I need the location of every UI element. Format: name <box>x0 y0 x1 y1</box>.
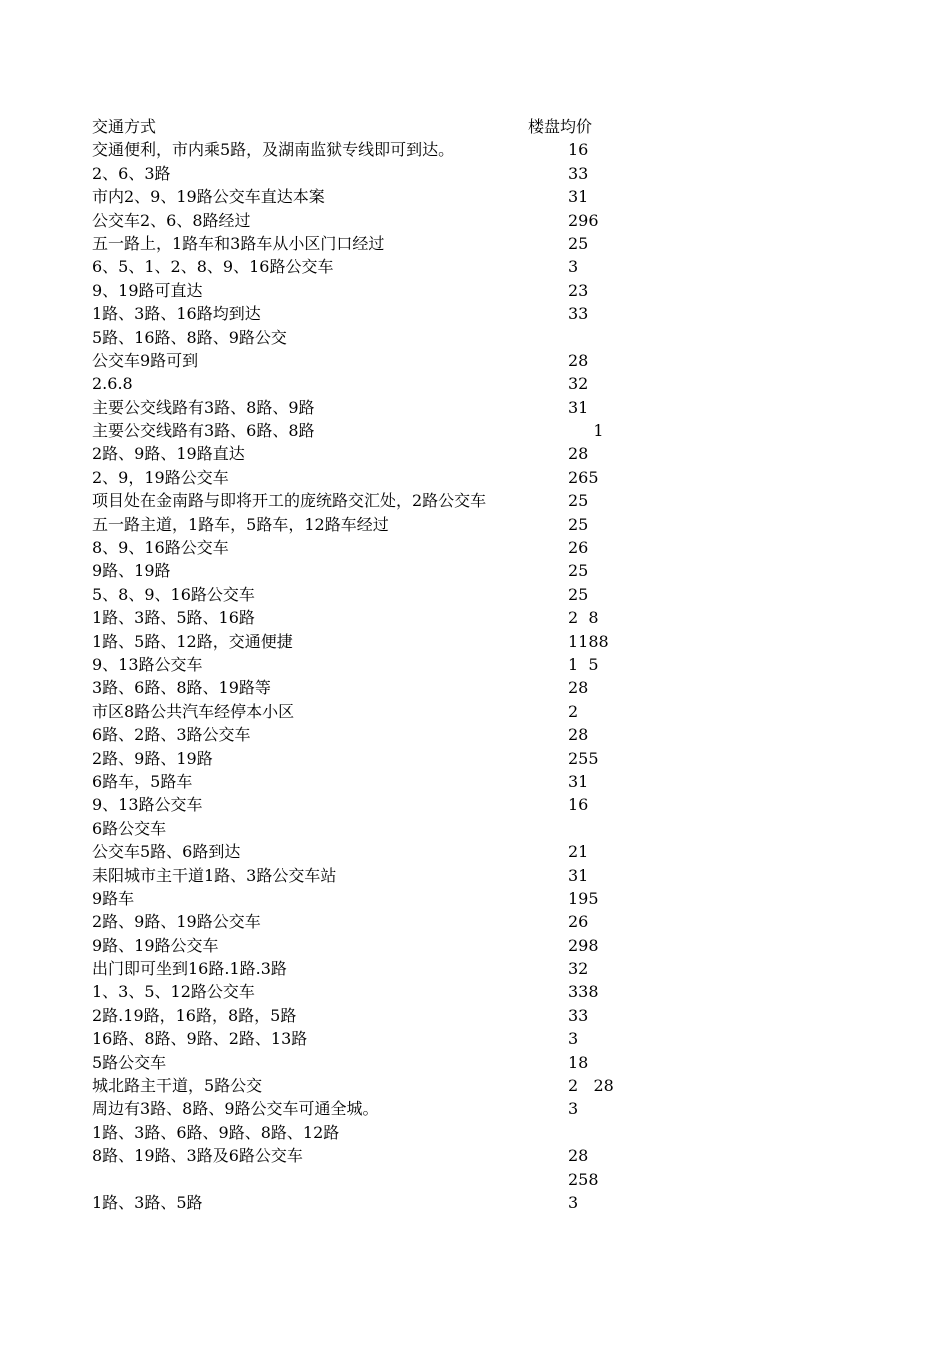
header-transport: 交通方式 <box>92 117 157 136</box>
table-row <box>92 1074 652 1097</box>
table-row <box>92 583 652 606</box>
price-cell: 28 <box>568 678 589 698</box>
transport-cell: 主要公交线路有3路、8路、9路 <box>92 397 315 417</box>
price-cell: 258 <box>568 1169 599 1189</box>
price-cell: 1188 <box>568 631 609 651</box>
transport-cell: 周边有3路、8路、9路公交车可通全城。 <box>92 1099 379 1119</box>
table-row <box>92 396 652 419</box>
transport-cell: 9路、19路 <box>92 561 171 581</box>
price-cell: 25 <box>568 561 589 581</box>
transport-cell: 市内2、9、19路公交车直达本案 <box>92 187 325 207</box>
transport-cell: 公交车2、6、8路经过 <box>92 210 251 230</box>
price-cell: 3 <box>568 257 579 277</box>
header-avg-price: 楼盘均价 <box>528 117 593 136</box>
table-row <box>92 302 652 325</box>
price-cell: 298 <box>568 935 599 955</box>
transport-cell: 5路、16路、8路、9路公交 <box>92 327 287 347</box>
transport-cell: 2、6、3路 <box>92 163 171 183</box>
transport-cell: 6路车，5路车 <box>92 771 193 791</box>
table-row <box>92 1121 652 1144</box>
price-cell: 1 5 <box>568 654 599 674</box>
price-cell: 3 <box>568 1029 579 1049</box>
transport-cell: 16路、8路、9路、2路、13路 <box>92 1029 308 1049</box>
table-row <box>92 489 652 512</box>
price-cell: 25 <box>568 233 589 253</box>
transport-cell: 2路、9路、19路公交车 <box>92 912 261 932</box>
price-cell: 31 <box>568 865 589 885</box>
transport-cell: 2路、9路、19路 <box>92 748 213 768</box>
transport-cell: 6路、2路、3路公交车 <box>92 725 251 745</box>
price-cell: 16 <box>568 795 589 815</box>
price-cell: 3 <box>568 1192 579 1212</box>
transport-cell: 5路公交车 <box>92 1052 167 1072</box>
transport-cell: 1路、3路、5路、16路 <box>92 608 255 628</box>
transport-cell: 5、8、9、16路公交车 <box>92 584 255 604</box>
table-row <box>92 630 652 653</box>
table-row <box>92 980 652 1003</box>
table-row <box>92 793 652 816</box>
table-row <box>92 559 652 582</box>
price-cell: 18 <box>568 1052 589 1072</box>
table-row <box>92 1051 652 1074</box>
table-row <box>92 957 652 980</box>
table-row <box>92 349 652 372</box>
transport-cell: 6路公交车 <box>92 818 167 838</box>
table-row <box>92 606 652 629</box>
table-row <box>92 817 652 840</box>
table-row <box>92 723 652 746</box>
table-row <box>92 536 652 559</box>
header-row <box>92 115 652 138</box>
price-cell: 25 <box>568 514 589 534</box>
table-row <box>92 676 652 699</box>
table-row <box>92 1168 652 1191</box>
transport-cell: 2、9，19路公交车 <box>92 467 229 487</box>
table-row <box>92 1144 652 1167</box>
transport-cell: 公交车5路、6路到达 <box>92 842 241 862</box>
price-cell: 33 <box>568 163 589 183</box>
table-row <box>92 138 652 161</box>
table-row <box>92 700 652 723</box>
price-cell: 2 <box>568 701 579 721</box>
price-cell: 2 8 <box>568 608 599 628</box>
price-cell: 33 <box>568 1005 589 1025</box>
transport-cell: 2路、9路、19路直达 <box>92 444 245 464</box>
price-cell: 195 <box>568 888 599 908</box>
table-row <box>92 1097 652 1120</box>
transport-cell: 2.6.8 <box>92 374 133 394</box>
transport-cell: 交通便利，市内乘5路，及湖南监狱专线即可到达。 <box>92 140 455 160</box>
table-row <box>92 209 652 232</box>
table-row <box>92 887 652 910</box>
transport-cell: 8、9、16路公交车 <box>92 538 229 558</box>
price-cell: 296 <box>568 210 599 230</box>
table-row <box>92 1004 652 1027</box>
price-cell: 31 <box>568 187 589 207</box>
table-row <box>92 162 652 185</box>
transport-cell: 项目处在金南路与即将开工的庞统路交汇处，2路公交车 <box>92 491 487 511</box>
price-cell: 28 <box>568 725 589 745</box>
price-cell: 31 <box>568 771 589 791</box>
price-cell: 25 <box>568 584 589 604</box>
table-row <box>92 419 652 442</box>
transport-cell: 1路、3路、6路、9路、8路、12路 <box>92 1122 340 1142</box>
transport-cell: 2路.19路，16路，8路，5路 <box>92 1005 297 1025</box>
transport-cell: 1路、3路、16路均到达 <box>92 304 261 324</box>
transport-cell: 耒阳城市主干道1路、3路公交车站 <box>92 865 337 885</box>
price-cell: 32 <box>568 959 589 979</box>
table-row <box>92 840 652 863</box>
price-cell: 25 <box>568 491 589 511</box>
price-cell: 1 <box>568 421 604 441</box>
price-cell: 28 <box>568 1146 589 1166</box>
transport-cell: 9路车 <box>92 888 135 908</box>
price-cell: 3 <box>568 1099 579 1119</box>
price-cell: 255 <box>568 748 599 768</box>
table-row <box>92 910 652 933</box>
price-cell: 23 <box>568 280 589 300</box>
transport-cell: 9、13路公交车 <box>92 654 203 674</box>
transport-cell: 出门即可坐到16路.1路.3路 <box>92 959 287 979</box>
table-row <box>92 770 652 793</box>
table-row <box>92 864 652 887</box>
price-cell: 33 <box>568 304 589 324</box>
transport-cell: 9、19路可直达 <box>92 280 203 300</box>
price-cell: 2 28 <box>568 1076 614 1096</box>
table-row <box>92 255 652 278</box>
transport-cell: 五一路上，1路车和3路车从小区门口经过 <box>92 233 385 253</box>
transport-cell: 9、13路公交车 <box>92 795 203 815</box>
price-cell: 32 <box>568 374 589 394</box>
spreadsheet-table <box>92 115 652 1214</box>
table-row <box>92 1027 652 1050</box>
table-row <box>92 466 652 489</box>
price-cell: 26 <box>568 912 589 932</box>
price-cell: 28 <box>568 444 589 464</box>
table-row <box>92 653 652 676</box>
transport-cell: 9路、19路公交车 <box>92 935 219 955</box>
table-row <box>92 279 652 302</box>
table-row <box>92 442 652 465</box>
table-row <box>92 934 652 957</box>
table-row <box>92 513 652 536</box>
table-row <box>92 185 652 208</box>
transport-cell: 五一路主道，1路车，5路车，12路车经过 <box>92 514 389 534</box>
table-row <box>92 232 652 255</box>
transport-cell: 1、3、5、12路公交车 <box>92 982 255 1002</box>
price-cell: 21 <box>568 842 589 862</box>
table-row <box>92 372 652 395</box>
transport-cell: 城北路主干道，5路公交 <box>92 1076 263 1096</box>
transport-cell: 公交车9路可到 <box>92 350 199 370</box>
transport-cell: 8路、19路、3路及6路公交车 <box>92 1146 303 1166</box>
transport-cell: 3路、6路、8路、19路等 <box>92 678 271 698</box>
transport-cell: 市区8路公共汽车经停本小区 <box>92 701 295 721</box>
transport-cell: 6、5、1、2、8、9、16路公交车 <box>92 257 334 277</box>
table-row <box>92 326 652 349</box>
table-row <box>92 1191 652 1214</box>
price-cell: 338 <box>568 982 599 1002</box>
transport-cell: 1路、5路、12路，交通便捷 <box>92 631 293 651</box>
price-cell: 28 <box>568 350 589 370</box>
price-cell: 31 <box>568 397 589 417</box>
price-cell: 265 <box>568 467 599 487</box>
transport-cell: 主要公交线路有3路、6路、8路 <box>92 421 315 441</box>
transport-cell: 1路、3路、5路 <box>92 1192 203 1212</box>
table-row <box>92 747 652 770</box>
price-cell: 26 <box>568 538 589 558</box>
price-cell: 16 <box>568 140 589 160</box>
